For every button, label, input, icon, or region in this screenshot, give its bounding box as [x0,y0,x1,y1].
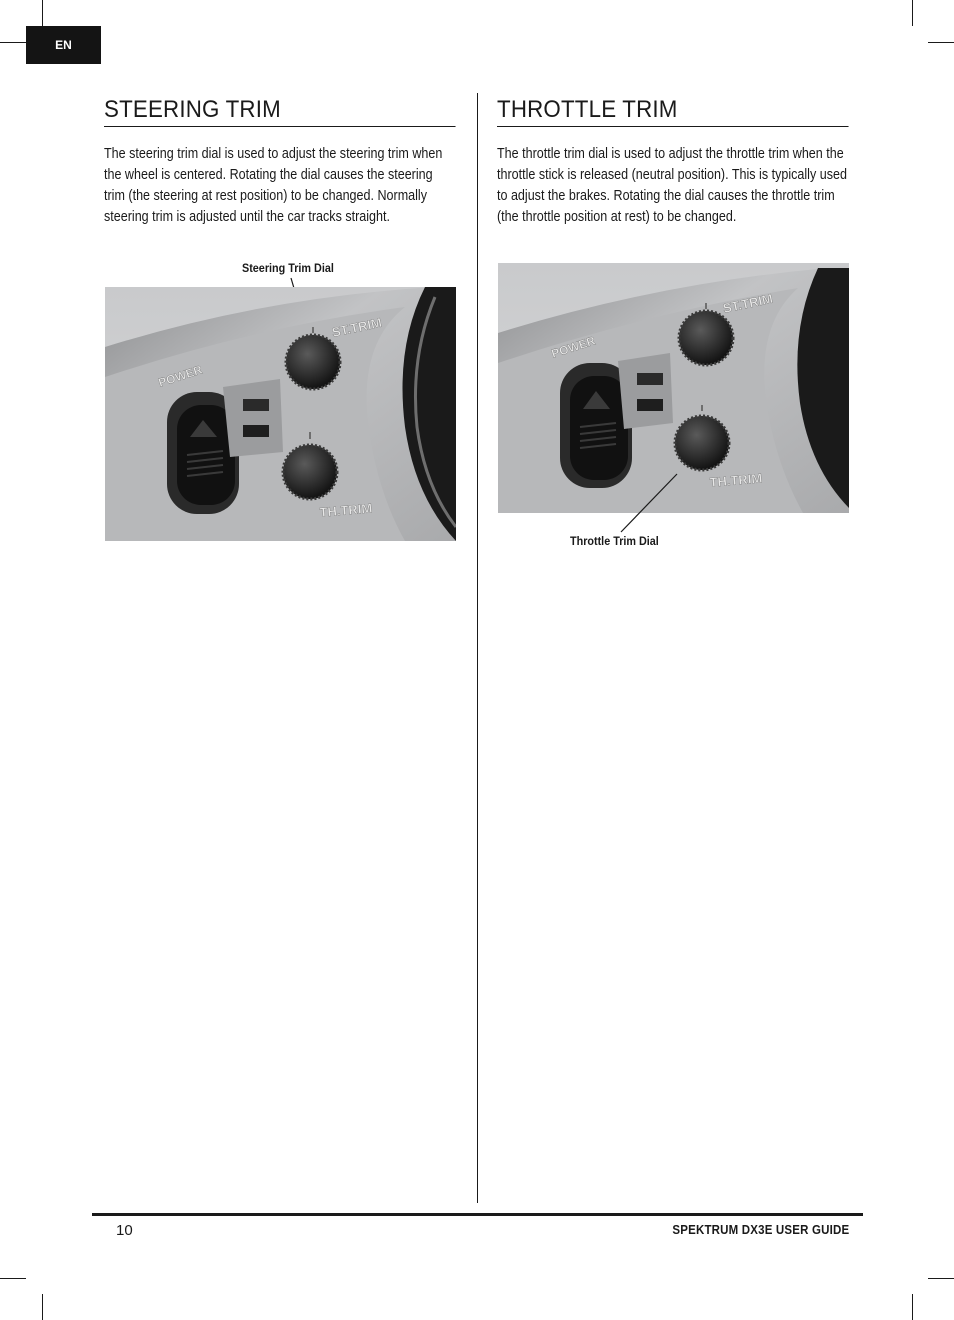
page-number: 10 [116,1222,133,1239]
language-tab: EN [26,26,101,64]
photo-label-th-trim: TH.TRIM [318,500,373,520]
photo-label-st-trim: ST.TRIM [721,290,775,316]
photo-label-th-trim: TH.TRIM [708,470,763,490]
callout-leader-line [615,470,685,536]
photo-label-st-trim: ST.TRIM [330,314,384,340]
photo-label-power: POWER [156,362,205,390]
column-divider [477,93,478,1203]
crop-mark [912,0,913,26]
crop-mark [0,42,26,43]
crop-mark [912,1294,913,1320]
section-body: The steering trim dial is used to adjust the steering trim when the wheel is centered. Rotating the dial causes the steering trim (the steering at rest position) to be changed. Normally steering trim is adjusted until the car tracks straight. [104,146,443,225]
section-heading: THROTTLE TRIM [497,96,849,127]
steering-trim-section [104,96,456,228]
throttle-trim-section [497,96,849,228]
transmitter-photo-steering [105,287,456,541]
section-body: The throttle trim dial is used to adjust the throttle trim when the throttle stick is released (neutral position). This is typically used to adjust the brakes. Rotating the dial causes the throttle trim (the throttle position at rest) to be changed. [497,146,847,225]
guide-title: SPEKTRUM DX3E USER GUIDE [672,1223,849,1237]
throttle-trim-dial-callout: Throttle Trim Dial [570,534,659,548]
footer-rule [92,1213,863,1216]
steering-trim-dial-callout: Steering Trim Dial [242,261,334,275]
crop-mark [42,1294,43,1320]
section-heading: STEERING TRIM [104,96,456,127]
crop-mark [928,1278,954,1279]
crop-mark [42,0,43,26]
crop-mark [928,42,954,43]
photo-label-power: POWER [549,333,598,361]
crop-mark [0,1278,26,1279]
